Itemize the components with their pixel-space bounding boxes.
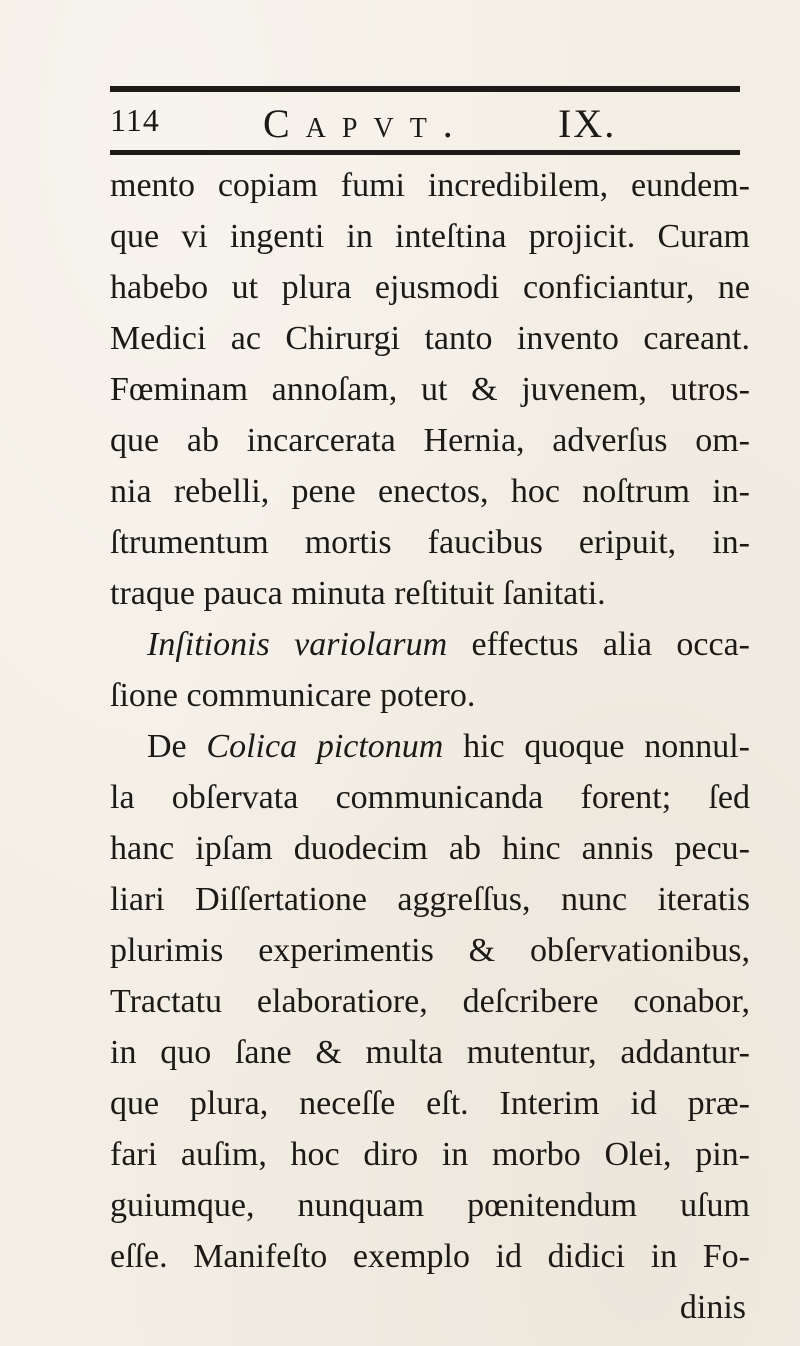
text-segment: liari Diſſertatione aggreſſus, nunc iteratis [110, 881, 750, 918]
running-head [110, 100, 750, 144]
text-segment: que vi ingenti in inteſtina projicit. Curam [110, 218, 750, 255]
chapter-number: IX. [558, 101, 617, 146]
text-segment: la obſervata communicanda forent; ſed [110, 779, 750, 816]
text-line [110, 619, 750, 670]
text-segment: que ab incarcerata Hernia, adverſus om- [110, 422, 750, 459]
text-segment: mento copiam fumi incredibilem, eundem- [110, 167, 750, 204]
text-line [110, 211, 750, 262]
text-segment: habebo ut plura ejusmodi conficiantur, ne [110, 269, 750, 306]
text-line [110, 1231, 750, 1282]
text-line [110, 976, 750, 1027]
text-line [110, 466, 750, 517]
italic-text: Inſitionis variolarum [147, 626, 448, 663]
text-segment: De [147, 728, 207, 765]
text-segment: fari auſim, hoc diro in morbo Olei, pin- [110, 1136, 750, 1173]
text-segment: effectus alia occa- [447, 626, 750, 663]
text-segment: traque pauca minuta reſtituit ſanitati. [110, 575, 606, 612]
text-segment: in quo ſane & multa mutentur, addantur- [110, 1034, 750, 1071]
text-segment: hic quoque nonnul- [443, 728, 750, 765]
page-number: 114 [110, 102, 160, 138]
text-line [110, 364, 750, 415]
text-segment: eſſe. Manifeſto exemplo id didici in Fo- [110, 1238, 750, 1275]
text-line [110, 1027, 750, 1078]
text-segment: Medici ac Chirurgi tanto invento careant. [110, 320, 750, 357]
body-text [110, 160, 750, 1333]
text-line [110, 772, 750, 823]
text-line [110, 874, 750, 925]
text-line [110, 262, 750, 313]
text-line [110, 517, 750, 568]
text-segment: ſtrumentum mortis faucibus eripuit, in- [110, 524, 750, 561]
text-line [110, 823, 750, 874]
text-line [110, 925, 750, 976]
text-segment: que plura, neceſſe eſt. Interim id præ- [110, 1085, 750, 1122]
text-segment: hanc ipſam duodecim ab hinc annis pecu- [110, 830, 750, 867]
text-line [110, 1282, 750, 1333]
text-segment: nia rebelli, pene enectos, hoc noſtrum in- [110, 473, 750, 510]
italic-text: Colica pictonum [206, 728, 444, 765]
text-segment: dinis [679, 1289, 746, 1326]
header-rule-bottom [110, 150, 740, 155]
text-line [110, 721, 750, 772]
text-line [110, 313, 750, 364]
chapter-label: Capvt. [263, 101, 469, 146]
text-line [110, 670, 750, 721]
text-segment: ſione communicare potero. [110, 677, 476, 714]
text-segment: Fœminam annoſam, ut & juvenem, utros- [110, 371, 750, 408]
text-line [110, 415, 750, 466]
text-line [110, 160, 750, 211]
text-segment: guiumque, nunquam pœnitendum uſum [110, 1187, 750, 1224]
header-rule-top [110, 86, 740, 92]
text-line [110, 1078, 750, 1129]
text-line [110, 1129, 750, 1180]
text-line [110, 1180, 750, 1231]
text-line [110, 568, 750, 619]
text-segment: plurimis experimentis & obſervationibus, [110, 932, 750, 969]
text-segment: Tractatu elaboratiore, deſcribere conabor, [110, 983, 750, 1020]
